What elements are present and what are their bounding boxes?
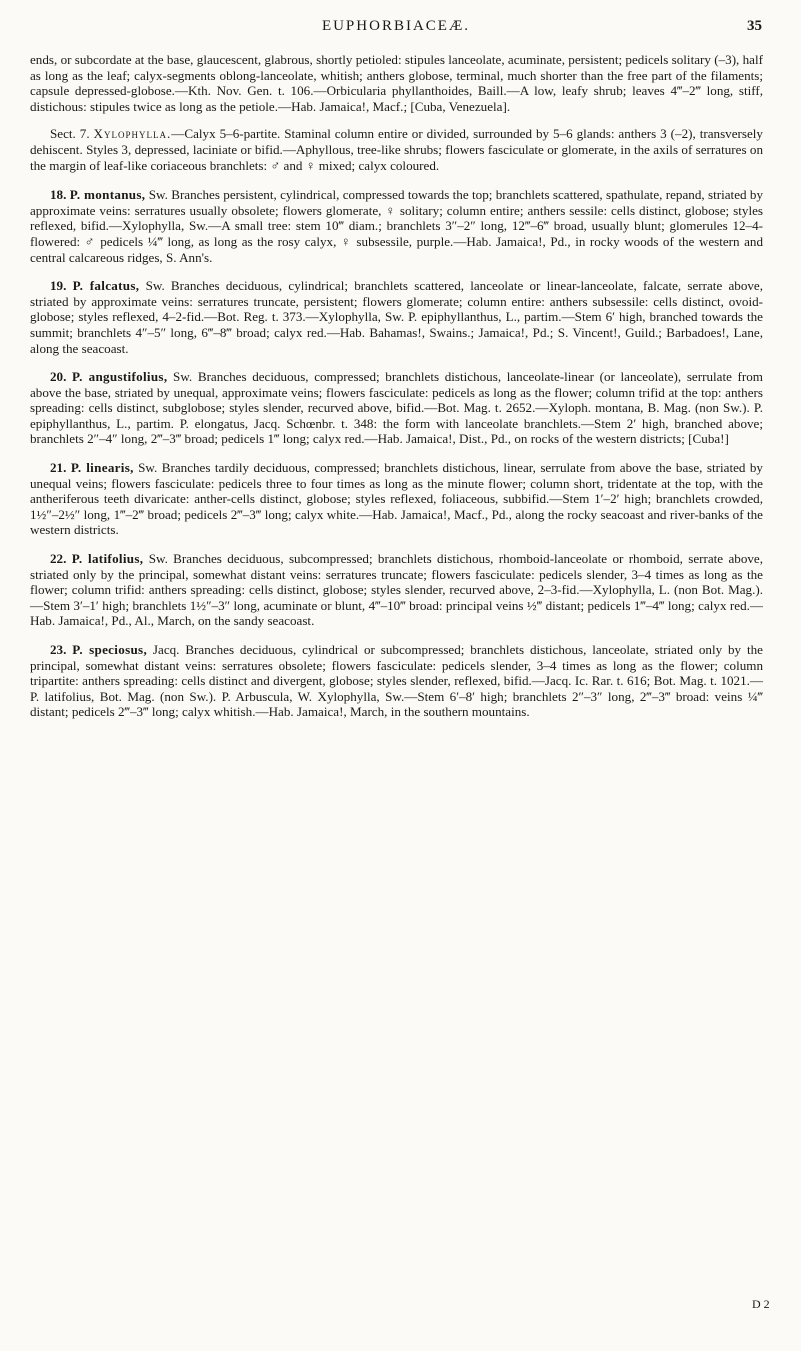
species-number: 21.: [50, 460, 67, 476]
running-title: EUPHORBIACEÆ.: [321, 18, 471, 34]
species-number: 20.: [50, 369, 67, 385]
section-heading-paragraph: [30, 126, 763, 173]
running-head: [30, 18, 762, 40]
species-description: Jacq. Branches deciduous, cylindrical or subcompressed; branchlets distichous, lanceolate, striated only by the principal, somewhat distant veins: serratures obsolete; flowers fasciculate: pedicels slender, 3–4 times as long as the flower; column tripartite: anthers spreading: cells distinct and divergent, globose; styles slender, reflexed, bifid.—Jacq. Ic. Rar. t. 616; Bot. Mag. t. 1021.—P. latifolius, Bot. Mag. (non Sw.). P. Arbuscula, W. Xylophylla, Sw.—Stem 6′–8′ high; branchlets 2″–3″ long, 2‴–3‴ broad: veins ¼‴ distant; pedicels 2‴–3‴ long; calyx whitish.—Hab. Jamaica!, March, in the southern mountains.: [30, 642, 763, 720]
page-number: 35: [747, 18, 762, 34]
species-entry-19: [30, 278, 763, 356]
species-description: Sw. Branches persistent, cylindrical, compressed towards the top; branchlets scattered, spathulate, repand, striated by approximate veins: serratures usually obsolete; flowers glomerate, ♀ solitary; column entire; anthers sessile: cells distinct, globose; styles reflexed, bifid.—Xylophylla, Sw.—A small tree: stem 10‴ diam.; branchlets 3″–2″ long, 12‴–6‴ broad, usually blunt; glomerules 12–4-flowered: ♂ pedicels ¼‴ long, as long as the rosy calyx, ♀ subsessile, purple.—Hab. Jamaica!, Pd., in rocky woods of the western and central calcareous ridges, S. Ann's.: [30, 187, 763, 265]
species-name: P. linearis,: [70, 460, 134, 476]
species-entry-22: [30, 551, 763, 629]
species-description: Sw. Branches deciduous, compressed; branchlets distichous, lanceolate-linear (or lanceolate), serrulate from above the base, striated by unequal, approximate veins; flowers fasciculate: pedicels as long as the flower; column trifid at the top: anthers spreading: cells distinct, subglobose; styles slender, recurved above, bifid.—Bot. Mag. t. 2652.—Xyloph. montana, B. Mag. (non Sw.). P. epiphyllanthus, L., partim. P. elongatus, Jacq. Schœnbr. t. 348: the form with lanceolate branchlets.—Stem 2′ high, branched above; branchlets 2″–4″ long, 2‴–3‴ broad; pedicels 1‴ long; calyx red.—Hab. Jamaica!, Dist., Pd., on rocks of the western districts; [Cuba!]: [30, 369, 763, 447]
section-description: —Calyx 5–6-partite. Staminal column entire or divided, surrounded by 5–6 glands: anthers 3 (–2), transversely dehiscent. Styles 3, depressed, laciniate or bifid.—Aphyllous, tree-like shrubs; flowers fasciculate or glomerate, in the axils of serratures on the margin of leaf-like coriaceous branchlets: ♂ and ♀ mixed; calyx coloured.: [30, 126, 763, 173]
species-number: 23.: [50, 642, 67, 657]
body-text: [30, 52, 763, 733]
species-description: Sw. Branches tardily deciduous, compressed; branchlets distichous, linear, serrulate from above the base, striated by unequal veins; flowers fasciculate: pedicels three to four times as long as the minute flower; column short, tridentate at the top, with the antheriferous teeth divaricate: anther-cells distinct, globose; styles reflexed, foliaceous, subbifid.—Stem 1′–2′ high; branchlets crowded, 1½″–2½″ long, 1‴–2‴ broad; pedicels 2‴–3‴ long; calyx white.—Hab. Jamaica!, Macf., Pd., along the rocky seacoast and river-banks of the western districts.: [30, 460, 763, 538]
species-name: P. angustifolius,: [72, 369, 168, 385]
species-name: P. speciosus,: [72, 642, 148, 657]
section-label: Sect. 7.: [50, 126, 90, 142]
species-description: Sw. Branches deciduous, subcompressed; branchlets distichous, rhomboid-lanceolate or rhomboid, serrate above, striated only by the principal, somewhat distant veins: serratures truncate; flowers fasciculate: pedicels slender, 3–4 times as long as the flower; column trifid: anthers spreading: cells distinct, globose; styles slender, recurved above, 2–3-fid.—Xylophylla, L. (non Bot. Mag.).—Stem 3′–1′ high; branchlets 1½″–3″ long, acuminate or blunt, 4‴–10‴ broad: principal veins ½‴ distant; pedicels 1‴–4‴ long; calyx red.—Hab. Jamaica!, Pd., Al., March, on the sandy seacoast.: [30, 551, 763, 629]
species-entry-20: [30, 369, 763, 447]
species-name: P. montanus,: [69, 187, 146, 203]
species-entry-23: [30, 642, 763, 720]
species-name: P. latifolius,: [71, 551, 144, 567]
section-name: Xylophylla.: [93, 126, 172, 142]
signature-mark: D 2: [752, 1297, 770, 1311]
species-entry-18: [30, 187, 763, 265]
species-number: 22.: [50, 551, 67, 567]
species-name: P. falcatus,: [72, 278, 140, 294]
species-number: 18.: [50, 187, 67, 203]
species-number: 19.: [50, 278, 67, 294]
species-entry-21: [30, 460, 763, 538]
intro-paragraph: ends, or subcordate at the base, glaucescent, glabrous, shortly petioled: stipules lanceolate, acuminate, persistent; pedicels solitary (–3), half as long as the leaf; calyx-segments oblong-lanceolate, whitish; anthers globose, terminal, much shorter than the free part of the filaments; capsule depressed-globose.—Kth. Nov. Gen. t. 106.—Orbicularia phyllanthoides, Baill.—A low, leafy shrub; leaves 4‴–2‴ long, stiff, distichous: stipules twice as long as the petiole.—Hab. Jamaica!, Macf.; [Cuba, Venezuela].: [30, 52, 763, 114]
species-description: Sw. Branches deciduous, cylindrical; branchlets scattered, lanceolate or linear-lanceolate, falcate, serrate above, striated by approximate veins: serratures truncate, persistent; flowers glomerate; column entire: anthers subsessile: cells distinct, ovoid-globose; styles reflexed, 4–2-fid.—Bot. Reg. t. 373.—Xylophylla, Sw. P. epiphyllanthus, L., partim.—Stem 6′ high, branched towards the summit; branchlets 4″–5″ long, 6‴–8‴ broad; calyx red.—Hab. Bahamas!, Swains.; Jamaica!, Pd.; S. Vincent!, Guild.; Barbadoes!, Lane, along the seacoast.: [30, 278, 763, 356]
